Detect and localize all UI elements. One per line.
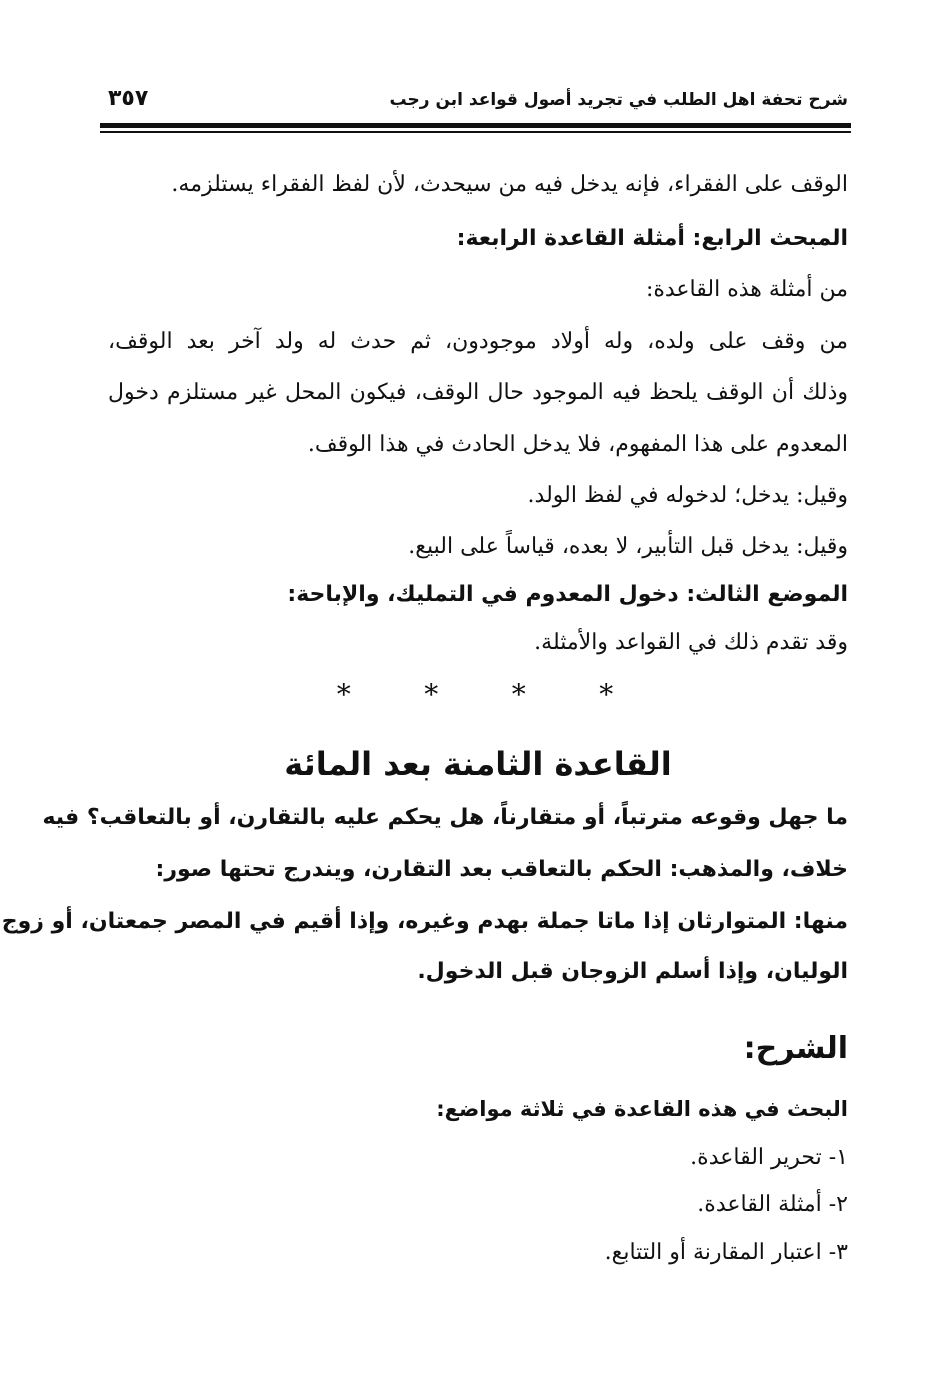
list-item: ١- تحرير القاعدة.: [690, 1145, 848, 1170]
page-header: [108, 86, 848, 120]
header-rule-thick: [100, 123, 851, 128]
body-line: من أمثلة هذه القاعدة:: [645, 277, 848, 302]
body-line: وقيل: يدخل؛ لدخوله في لفظ الولد.: [527, 483, 848, 508]
body-line: المعدوم على هذا المفهوم، فلا يدخل الحادث في هذا الوقف.: [307, 432, 848, 457]
list-item: ٣- اعتبار المقارنة أو التتابع.: [604, 1240, 848, 1265]
commentary-title: الشرح:: [743, 1031, 848, 1066]
rule-line: الوليان، وإذا أسلم الزوجان قبل الدخول.: [417, 959, 848, 984]
body-line: وقد تقدم ذلك في القواعد والأمثلة.: [534, 630, 848, 655]
separator-star: *: [336, 678, 351, 711]
running-title: شرح تحفة اهل الطلب في تجريد أصول قواعد ابن رجب: [389, 90, 848, 110]
page-number: ٣٥٧: [108, 86, 149, 111]
separator-star: *: [599, 678, 614, 711]
body-line: الوقف على الفقراء، فإنه يدخل فيه من سيحدث، لأن لفظ الفقراء يستلزمه.: [171, 172, 848, 197]
body-line: من وقف على ولده، وله أولاد موجودون، ثم حدث له ولد آخر بعد الوقف،: [108, 329, 848, 354]
rule-line: منها: المتوارثان إذا ماتا جملة بهدم وغيره، وإذا أقيم في المصر جمعتان، أو زوج: [1, 909, 848, 934]
rule-title: القاعدة الثامنة بعد المائة: [284, 745, 672, 783]
separator-star: *: [511, 678, 526, 711]
section-separator: [300, 678, 650, 711]
section-heading-third: الموضع الثالث: دخول المعدوم في التمليك، والإباحة:: [287, 582, 848, 607]
section-heading-fourth: المبحث الرابع: أمثلة القاعدة الرابعة:: [456, 226, 848, 251]
rule-line: ما جهل وقوعه مترتباً، أو متقارناً، هل يحكم عليه بالتقارن، أو بالتعاقب؟ فيه: [42, 805, 848, 830]
body-line: وقيل: يدخل قبل التأبير، لا بعده، قياساً على البيع.: [408, 534, 848, 559]
separator-star: *: [424, 678, 439, 711]
body-line: وذلك أن الوقف يلحظ فيه الموجود حال الوقف، فيكون المحل غير مستلزم دخول: [108, 380, 848, 405]
list-item: ٢- أمثلة القاعدة.: [697, 1192, 848, 1217]
rule-line: خلاف، والمذهب: الحكم بالتعاقب بعد التقارن، ويندرج تحتها صور:: [155, 857, 848, 882]
commentary-intro: البحث في هذه القاعدة في ثلاثة مواضع:: [436, 1097, 848, 1121]
header-rule-thin: [100, 131, 851, 133]
